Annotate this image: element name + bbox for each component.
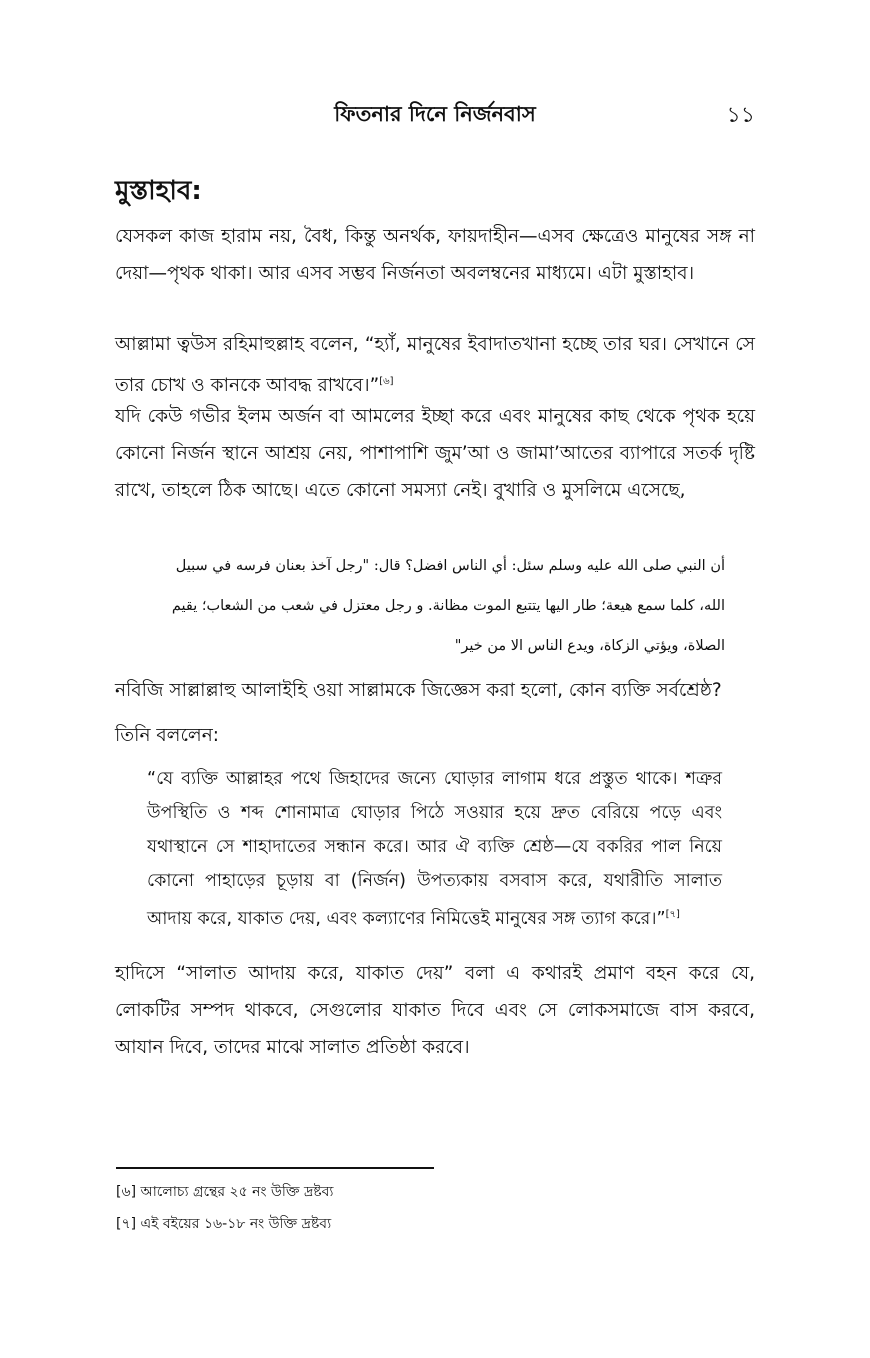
arabic-line-1: أن النبي صلى الله عليه وسلم سئل: أي الناس افضل؟ قال: "رجل آخذ بعنان فرسه في سبيل [175, 558, 725, 574]
hadith-quote-text: “যে ব্যক্তি আল্লাহর পথে জিহাদের জন্যে ঘোড়ার লাগাম ধরে প্রস্তুত থাকে। শত্রুর উপস্থিতি ও শব্দ শোনামাত্র ঘোড়ার পিঠে সওয়ার হয়ে দ্রুত বেরিয়ে পড়ে এবং যথাস্থানে সে শাহাদাতের সন্ধান করে। আর ঐ ব্যক্তি শ্রেষ্ঠ—যে বকরির পাল নিয়ে কোনো পাহাড়ের চূড়ায় বা (নির্জন) উপত্যকায় বসবাস করে, যথারীতি সালাত আদায় করে, যাকাত দেয়, এবং কল্যাণের নিমিত্তেই মানুষের সঙ্গ ত্যাগ করে।” [147, 769, 722, 929]
paragraph-2 [115, 326, 755, 404]
paragraph-1: যেসকল কাজ হারাম নয়, বৈধ, কিন্তু অনর্থক, ফায়দাহীন—এসব ক্ষেত্রেও মানুষের সঙ্গ না দেয়া—পৃথক থাকা। আর এসব সম্ভব নির্জনতা অবলম্বনের মাধ্যমে। এটা মুস্তাহাব। [115, 226, 755, 284]
paragraph-3: যদি কেউ গভীর ইলম অর্জন বা আমলের ইচ্ছা করে এবং মানুষের কাছ থেকে পৃথক হয়ে কোনো নির্জন স্থানে আশ্রয় নেয়, পাশাপাশি জুম’আ ও জামা’আতের ব্যাপারে সতর্ক দৃষ্টি রাখে, তাহলে ঠিক আছে। এতে কোনো সমস্যা নেই। বুখারি ও মুসলিমে এসেছে, [115, 406, 755, 501]
paragraph-4: নবিজি সাল্লাল্লাহু আলাইহি ওয়া সাল্লামকে জিজ্ঞেস করা হলো, কোন ব্যক্তি সর্বশ্রেষ্ঠ? [115, 680, 722, 701]
footnote-ref-6[interactable]: [৬] [379, 376, 394, 387]
arabic-line-3: الصلاة، ويؤتي الزكاة، ويدع الناس الا من خير" [454, 638, 725, 654]
footnote-6: [৬] আলোচ্য গ্রন্থের ২৫ নং উক্তি দ্রষ্টব্য [116, 1184, 334, 1200]
page-number: ১১ [726, 103, 755, 128]
section-heading: মুস্তাহাব: [115, 176, 202, 206]
arabic-line-2: الله، كلما سمع هيعة؛ طار اليها يتتبع الموت مظانة. و رجل معتزل في شعب من الشعاب؛ يقيم [171, 598, 725, 614]
paragraph-5: তিনি বললেন: [115, 725, 219, 746]
running-title: ফিতনার দিনে নির্জনবাস [334, 102, 536, 126]
footnote-divider [116, 1167, 434, 1169]
running-header [115, 98, 755, 138]
paragraph-6: হাদিসে “সালাত আদায় করে, যাকাত দেয়” বলা এ কথারই প্রমাণ বহন করে যে, লোকটির সম্পদ থাকবে, সেগুলোর যাকাত দিবে এবং সে লোকসমাজে বাস করবে, আযান দিবে, তাদের মাঝে সালাত প্রতিষ্ঠা করবে। [115, 963, 755, 1058]
footnote-7: [৭] এই বইয়ের ১৬-১৮ নং উক্তি দ্রষ্টব্য [116, 1216, 332, 1232]
footnote-ref-7[interactable]: [৭] [665, 909, 680, 920]
hadith-quote [147, 762, 722, 936]
paragraph-2-text: আল্লামা ত্বউস রহিমাহুল্লাহ বলেন, “হ্যাঁ, মানুষের ইবাদাতখানা হচ্ছে তার ঘর। সেখানে সে তার চোখ ও কানকে আবদ্ধ রাখবে।” [115, 334, 755, 397]
